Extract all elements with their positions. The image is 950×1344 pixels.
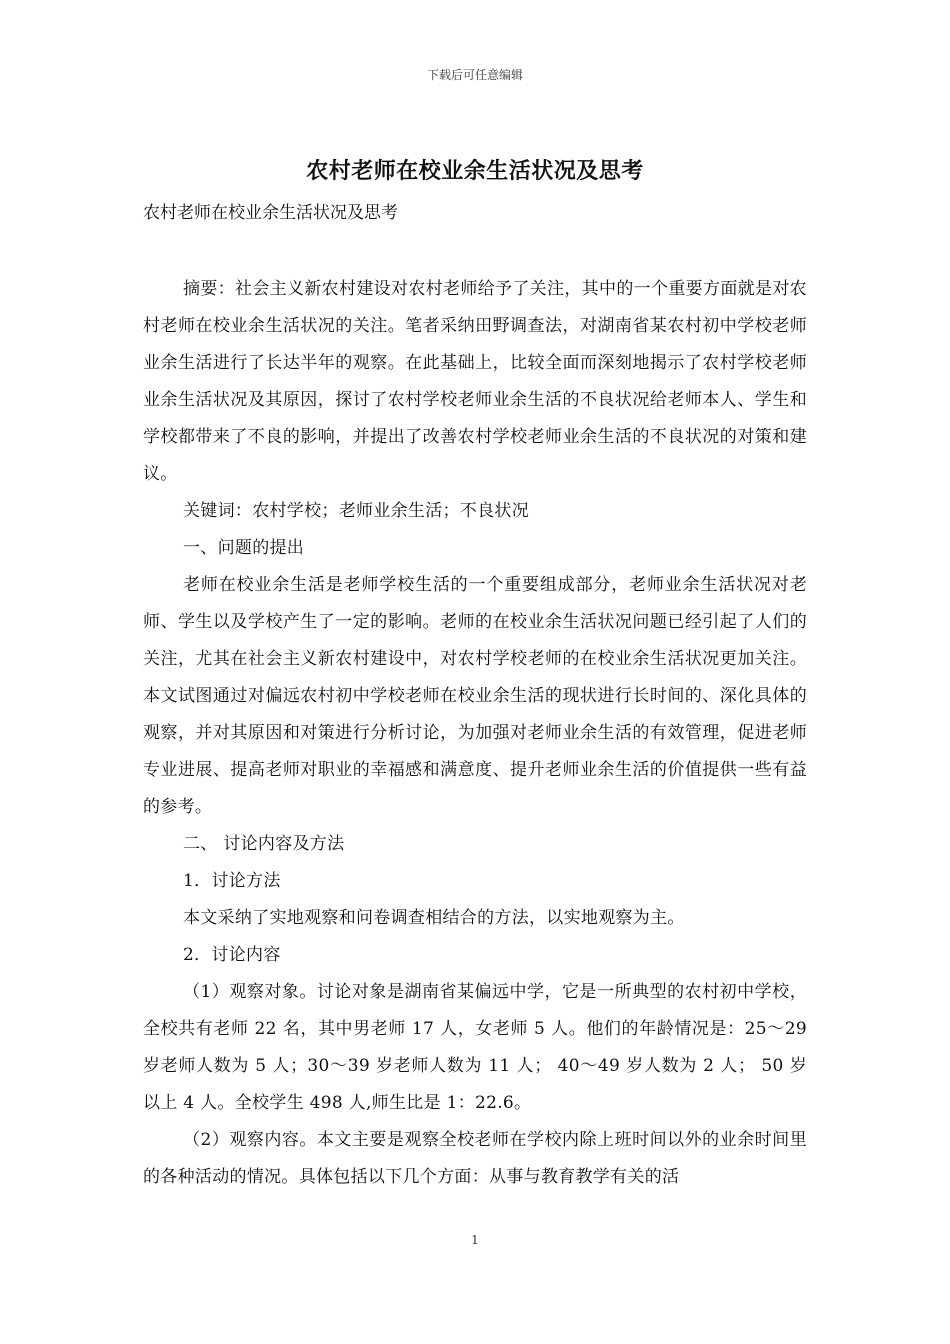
document-title: 农村老师在校业余生活状况及思考 (306, 158, 644, 184)
document-body (143, 271, 807, 1196)
page-header-note: 下载后可任意编辑 (426, 68, 523, 82)
document-subtitle: 农村老师在校业余生活状况及思考 (143, 203, 398, 223)
problem-paragraph: 老师在校业余生活是老师学校生活的一个重要组成部分，老师业余生活状况对老师、学生以及学校产生了一定的影响。老师的在校业余生活状况问题已经引起了人们的关注，尤其在社会主义新农村建设中，对农村学校老师的在校业余生活状况更加关注。本文试图通过对偏远农村初中学校老师在校业余生活的现状进行长时间的、深化具体的观察，并对其原因和对策进行分析讨论，为加强对老师业余生活的有效管理，促进老师专业进展、提高老师对职业的幸福感和满意度、提升老师业余生活的价值提供一些有益的参考。 (143, 575, 807, 817)
keywords-paragraph: 关键词：农村学校；老师业余生活；不良状况 (183, 501, 529, 521)
abstract-paragraph: 摘要：社会主义新农村建设对农村老师给予了关注，其中的一个重要方面就是对农村老师在校业余生活状况的关注。笔者采纳田野调查法，对湖南省某农村初中学校老师业余生活进行了长达半年的观察。在此基础上，比较全面而深刻地揭示了农村学校老师业余生活状况及其原因，探讨了农村学校老师业余生活的不良状况给老师本人、学生和学校都带来了不良的影响，并提出了改善农村学校老师业余生活的不良状况的对策和建议。 (143, 279, 807, 484)
observation-content-paragraph: （2）观察内容。本文主要是观察全校老师在学校内除上班时间以外的业余时间里的各种活动的情况。具体包括以下几个方面：从事与教育教学有关的活 (143, 1130, 807, 1187)
subheading-method: 1．讨论方法 (183, 871, 281, 891)
method-paragraph: 本文采纳了实地观察和问卷调查相结合的方法，以实地观察为主。 (183, 908, 685, 928)
section-heading-problem: 一、问题的提出 (183, 538, 305, 558)
page-number: 1 (471, 1233, 479, 1247)
subheading-content: 2．讨论内容 (183, 945, 281, 965)
observation-subjects-paragraph: （1）观察对象。讨论对象是湖南省某偏远中学，它是一所典型的农村初中学校，全校共有老师 22 名，其中男老师 17 人，女老师 5 人。他们的年龄情况是：25～29 岁老师人数为 5 人；30～39 岁老师人数为 11 人； 40～49 岁人数为 2 人； 50 岁以上 4 人。全校学生 498 人,师生比是 1：22.6。 (143, 982, 807, 1113)
section-heading-methods: 二、 讨论内容及方法 (183, 834, 345, 854)
